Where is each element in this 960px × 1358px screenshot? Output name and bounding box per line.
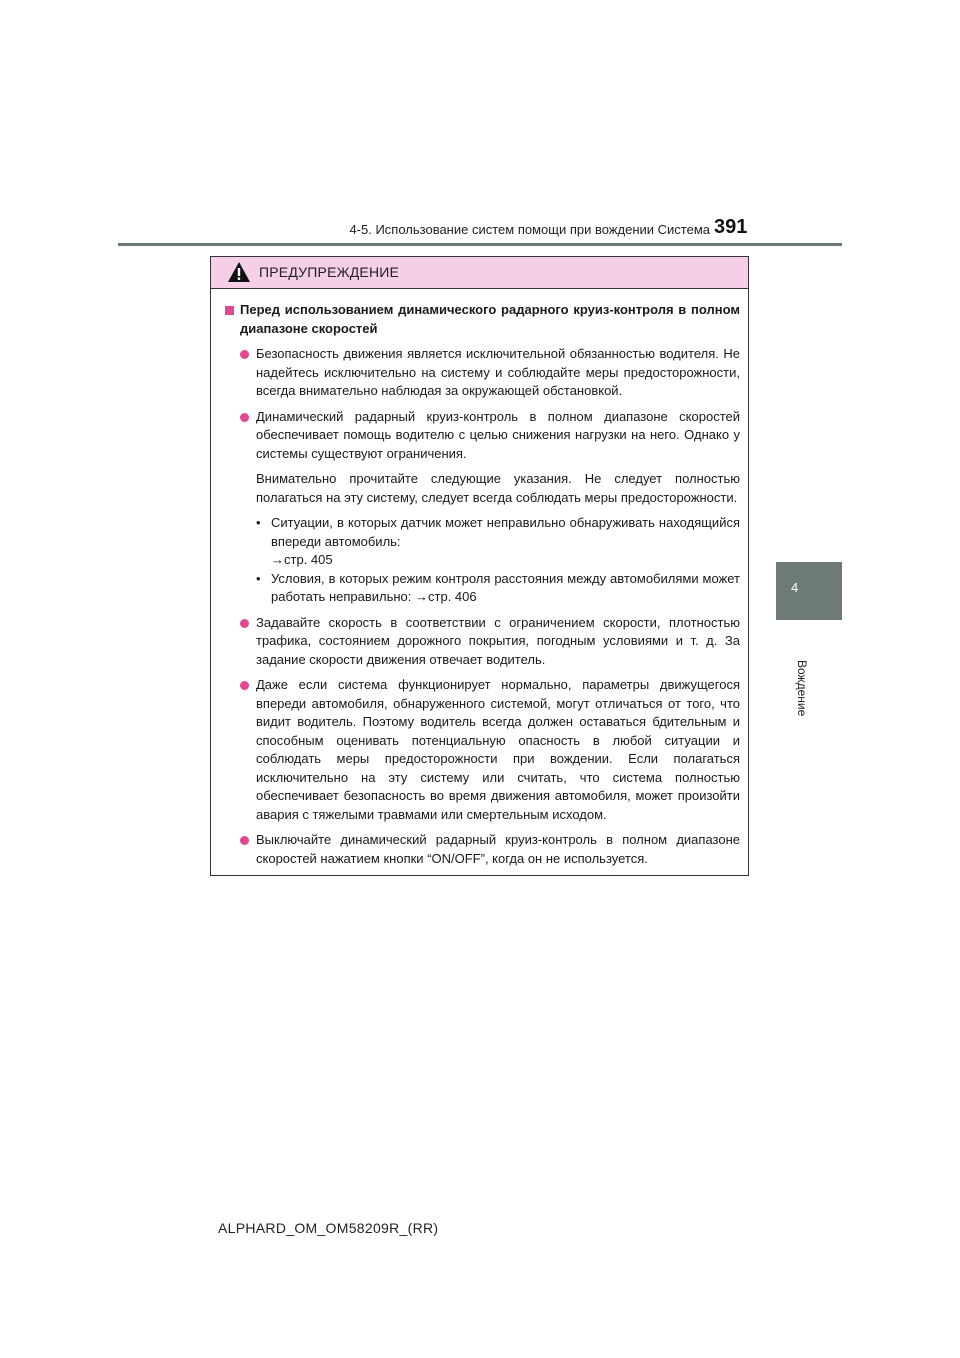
header-rule bbox=[118, 243, 842, 246]
chapter-tab bbox=[776, 562, 842, 620]
list-item-text: Выключайте динамический радарный круиз-контроль в полном диапазоне скоростей нажатием кнопки “ON/OFF”, когда он не используется. bbox=[256, 832, 740, 866]
list-item bbox=[225, 345, 740, 401]
chapter-number: 4 bbox=[791, 580, 799, 595]
list-item-text: Безопасность движения является исключительной обязанностью водителя. Не надейтесь исключительно на систему и соблюдайте меры предосторожности, всегда внимательно наблюдая за окружающей обстановкой. bbox=[256, 346, 740, 398]
circle-bullet-icon bbox=[240, 836, 249, 845]
sub-bullet bbox=[256, 570, 740, 607]
list-item bbox=[225, 408, 740, 607]
footer-code: ALPHARD_OM_OM58209R_(RR) bbox=[218, 1220, 439, 1236]
page-reference: →стр. 405 bbox=[271, 552, 333, 567]
sub-bullet bbox=[256, 514, 740, 570]
sub-bullet-mark: • bbox=[256, 570, 261, 586]
circle-bullet-icon bbox=[240, 413, 249, 422]
warning-box bbox=[210, 256, 749, 876]
page-number: 391 bbox=[714, 216, 748, 238]
warning-title: ПРЕДУПРЕЖДЕНИЕ bbox=[259, 264, 400, 280]
list-item-text: Задавайте скорость в соответствии с ограничением скорости, плотностью трафика, состоянием дорожного покрытия, погодным условиями и т. д. За задание скорости движения отвечает водитель. bbox=[256, 614, 740, 667]
sub-bullet-text: Условия, в которых режим контроля расстояния между автомобилями может работать неправильно: →стр. 406 bbox=[271, 570, 740, 604]
list-item bbox=[225, 676, 740, 824]
list-item-text: Даже если система функционирует нормально, параметры движущегося впереди автомобиля, обнаруженного системой, могут отличаться от того, что видит водитель. Поэтому водитель всегда должен оставаться бдительным и способным оценивать потенциальную опасность в любой ситуации и соблюдать меры предосторожности при вождении. Если полагаться исключительно на эту систему или считать, что система полностью обеспечивает безопасность во время движения автомобиля, может произойти авария с тяжелыми травмами или смертельным исходом. bbox=[256, 677, 740, 822]
section-heading-text: Перед использованием динамического радарного круиз-контроля в полном диапазоне скоростей bbox=[240, 302, 740, 336]
sub-bullet-text: Ситуации, в которых датчик может неправильно обнаруживать находящийся впереди автомобиль: bbox=[271, 515, 740, 549]
list-item-followup: Внимательно прочитайте следующие указания. Не следует полностью полагаться на эту систему, следует всегда соблюдать меры предосторожности. bbox=[256, 471, 740, 505]
circle-bullet-icon bbox=[240, 350, 249, 359]
chapter-label: Вождение bbox=[795, 660, 809, 717]
sub-bullet-list bbox=[256, 514, 740, 607]
header-title: 4-5. Использование систем помощи при вождении Система bbox=[349, 222, 710, 237]
sub-bullet-mark: • bbox=[256, 515, 261, 530]
list-item bbox=[225, 831, 740, 868]
circle-bullet-icon bbox=[240, 619, 249, 628]
warning-triangle-icon bbox=[227, 261, 251, 283]
list-item bbox=[225, 614, 740, 670]
circle-bullet-icon bbox=[240, 681, 249, 690]
section-heading bbox=[225, 301, 740, 338]
square-bullet-icon bbox=[225, 306, 234, 315]
warning-body bbox=[211, 289, 748, 868]
warning-header bbox=[211, 257, 748, 289]
list-item-text: Динамический радарный круиз-контроль в полном диапазоне скоростей обеспечивает помощь водителю с целью снижения нагрузки на него. Однако у системы существуют ограничения. bbox=[256, 408, 740, 461]
